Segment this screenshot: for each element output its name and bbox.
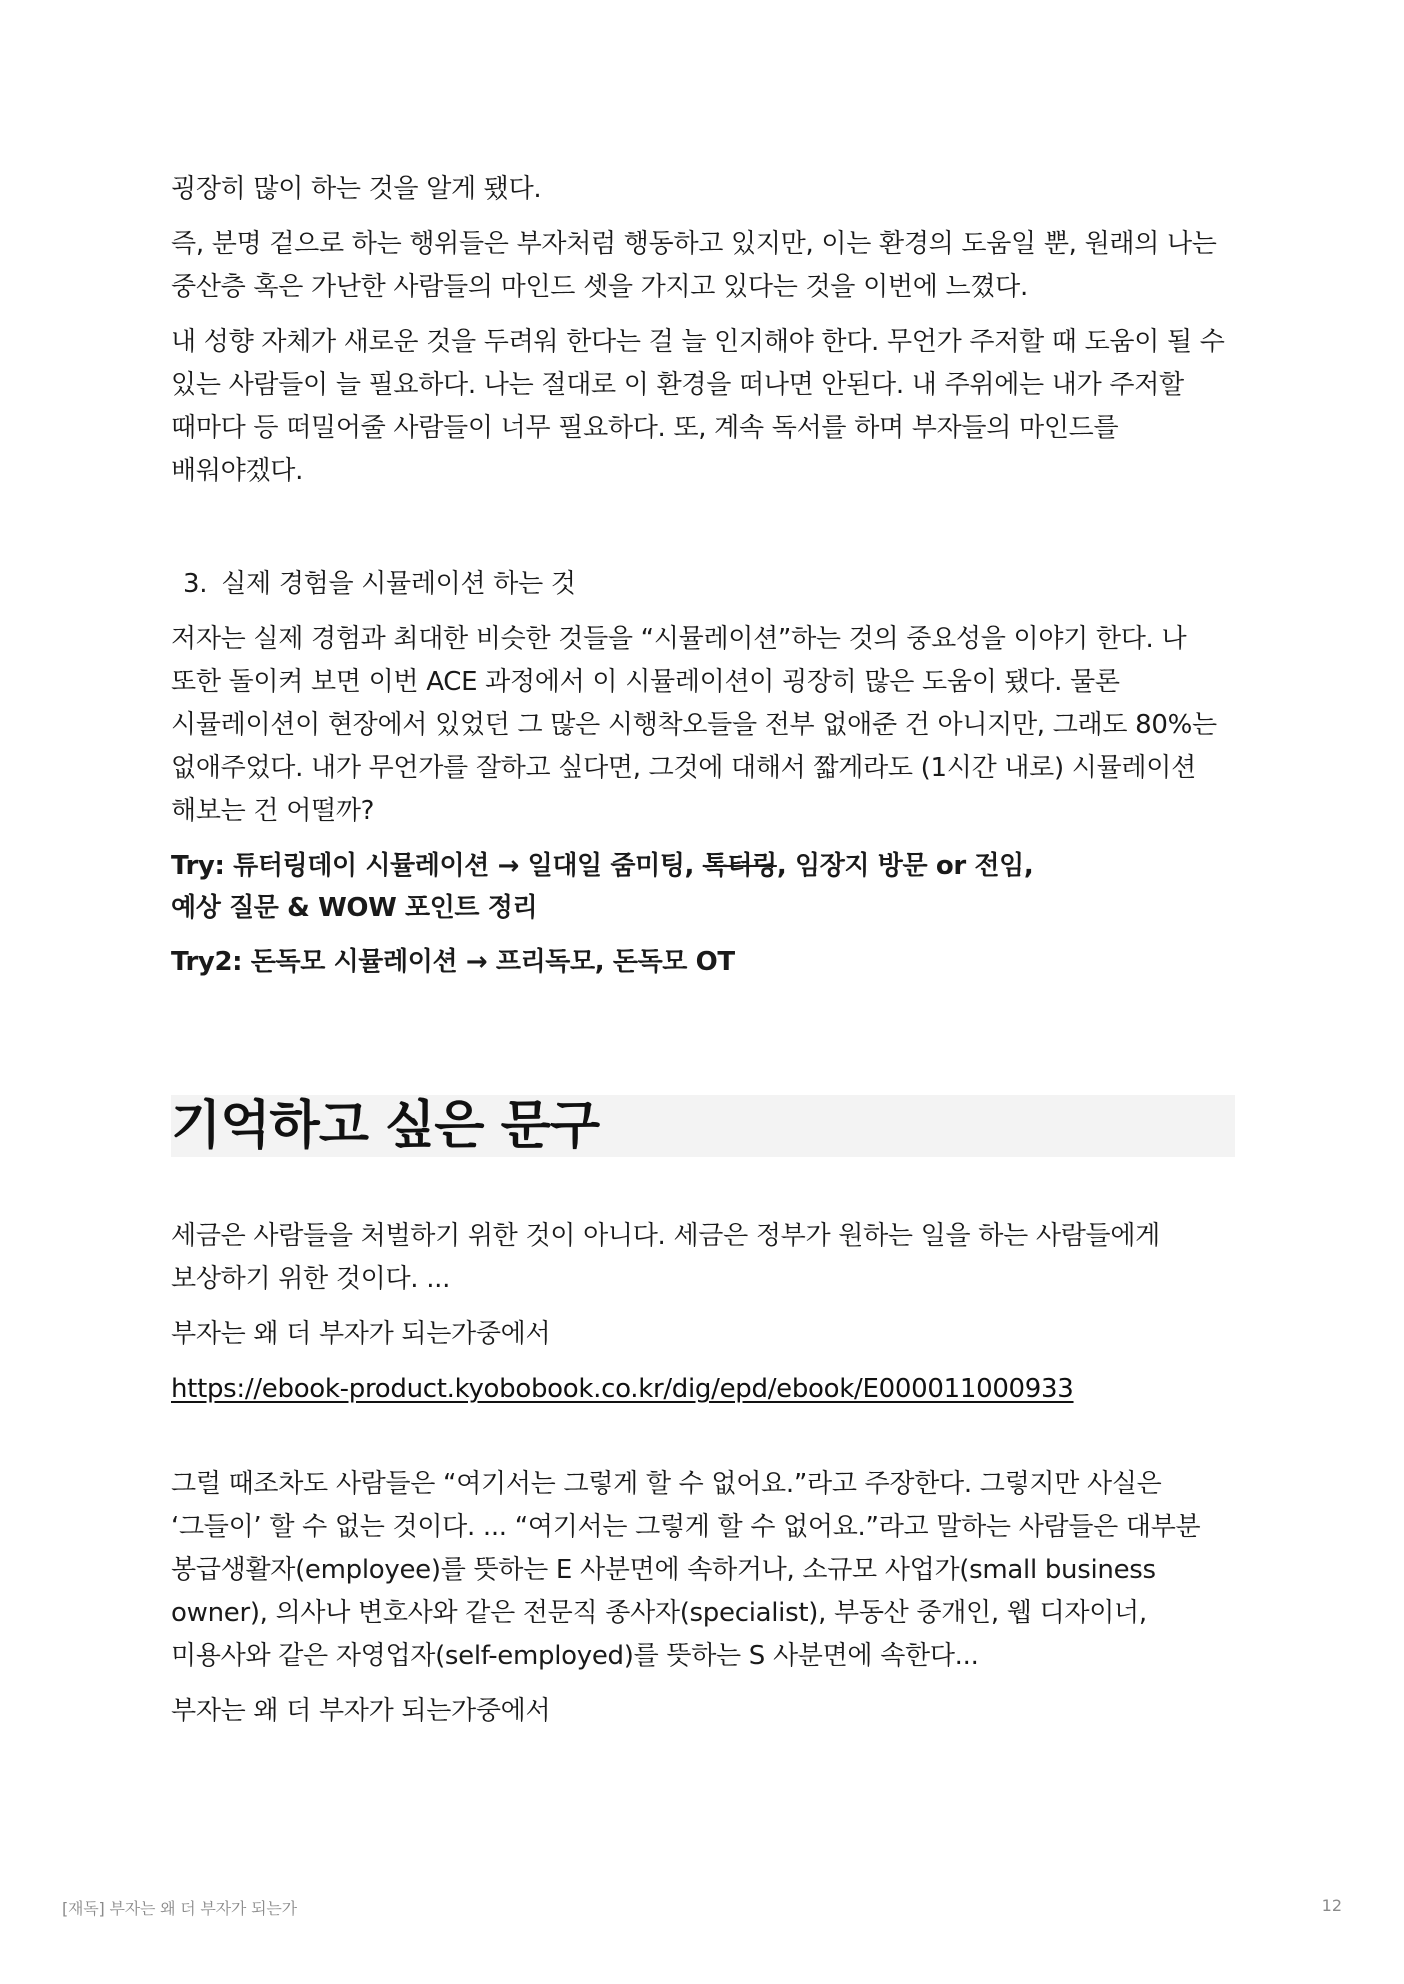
try2-line: Try2: 돈독모 시뮬레이션 → 프리독모, 돈독모 OT	[171, 947, 735, 977]
paragraph: 내 성향 자체가 새로운 것을 두려워 한다는 걸 늘 인지해야 한다. 무언가 주저할 때 도움이 될 수 있는 사람들이 늘 필요하다. 나는 절대로 이 환경을 떠나면 안된다. 내 주위에는 내가 주저할 때마다 등 떠밀어줄 사람들이 너무 필요하다. 또, 계속 독서를 하며 부자들의 마인드를 배워야겠다.	[171, 327, 1225, 486]
spacer	[171, 1157, 1235, 1215]
quote-text: 세금은 사람들을 처벌하기 위한 것이 아니다. 세금은 정부가 원하는 일을 하는 사람들에게 보상하기 위한 것이다. ...	[171, 1221, 1160, 1294]
heading-block	[171, 1095, 1235, 1157]
section-heading: 기억하고 싶은 문구	[171, 1096, 600, 1156]
spacer	[171, 1423, 1235, 1463]
document-body	[171, 168, 1235, 1745]
quote-text: 그럴 때조차도 사람들은 “여기서는 그렇게 할 수 없어요.”라고 주장한다. 그렇지만 사실은 ‘그들이’ 할 수 없는 것이다. ... “여기서는 그렇게 할 수 없어요.”라고 말하는 사람들은 대부분 봉급생활자(employee)를 뜻하는 E 사분면에 속하거나, 소규모 사업가(small business owner), 의사나 변호사와 같은 전문직 종사자(specialist), 부동산 중개인, 웹 디자이너, 미용사와 같은 자영업자(self-employed)를 뜻하는 S 사분면에 속한다...	[171, 1469, 1201, 1671]
page-number: 12	[1321, 1896, 1342, 1915]
numbered-item	[171, 563, 1235, 606]
section-body: 저자는 실제 경험과 최대한 비슷한 것들을 “시뮬레이션”하는 것의 중요성을 이야기 한다. 나 또한 돌이켜 보면 이번 ACE 과정에서 이 시뮬레이션이 굉장히 많은 도움이 됐다. 물론 시뮬레이션이 현장에서 있었던 그 많은 시행착오들을 전부 없애준 건 아니지만, 그래도 80%는 없애주었다. 내가 무언가를 잘하고 싶다면, 그것에 대해서 짧게라도 (1시간 내로) 시뮬레이션 해보는 건 어떨까?	[171, 624, 1217, 826]
footer-title: [재독] 부자는 왜 더 부자가 되는가	[62, 1899, 297, 1918]
quote-source: 부자는 왜 더 부자가 되는가중에서	[171, 1319, 551, 1349]
list-number: 3.	[183, 569, 208, 599]
paragraph: 굉장히 많이 하는 것을 알게 됐다.	[171, 174, 542, 204]
try-text-line2: 예상 질문 & WOW 포인트 정리	[171, 893, 538, 923]
try-line	[171, 845, 1235, 929]
book-link[interactable]: https://ebook-product.kyobobook.co.kr/dig/epd/ebook/E000011000933	[171, 1374, 1074, 1404]
spacer	[171, 505, 1235, 563]
strikethrough-text: 톡터링	[702, 851, 777, 881]
paragraph: 즉, 분명 겉으로 하는 행위들은 부자처럼 행동하고 있지만, 이는 환경의 도움일 뿐, 원래의 나는 중산층 혹은 가난한 사람들의 마인드 셋을 가지고 있다는 것을 이번에 느꼈다.	[171, 229, 1217, 302]
try-text: Try: 튜터링데이 시뮬레이션 → 일대일 줌미팅,	[171, 851, 703, 881]
list-item-title: 실제 경험을 시뮬레이션 하는 것	[221, 569, 576, 599]
try-text-suffix: , 임장지 방문 or 전임,	[776, 851, 1034, 881]
spacer	[171, 995, 1235, 1095]
quote-source: 부자는 왜 더 부자가 되는가중에서	[171, 1696, 551, 1726]
